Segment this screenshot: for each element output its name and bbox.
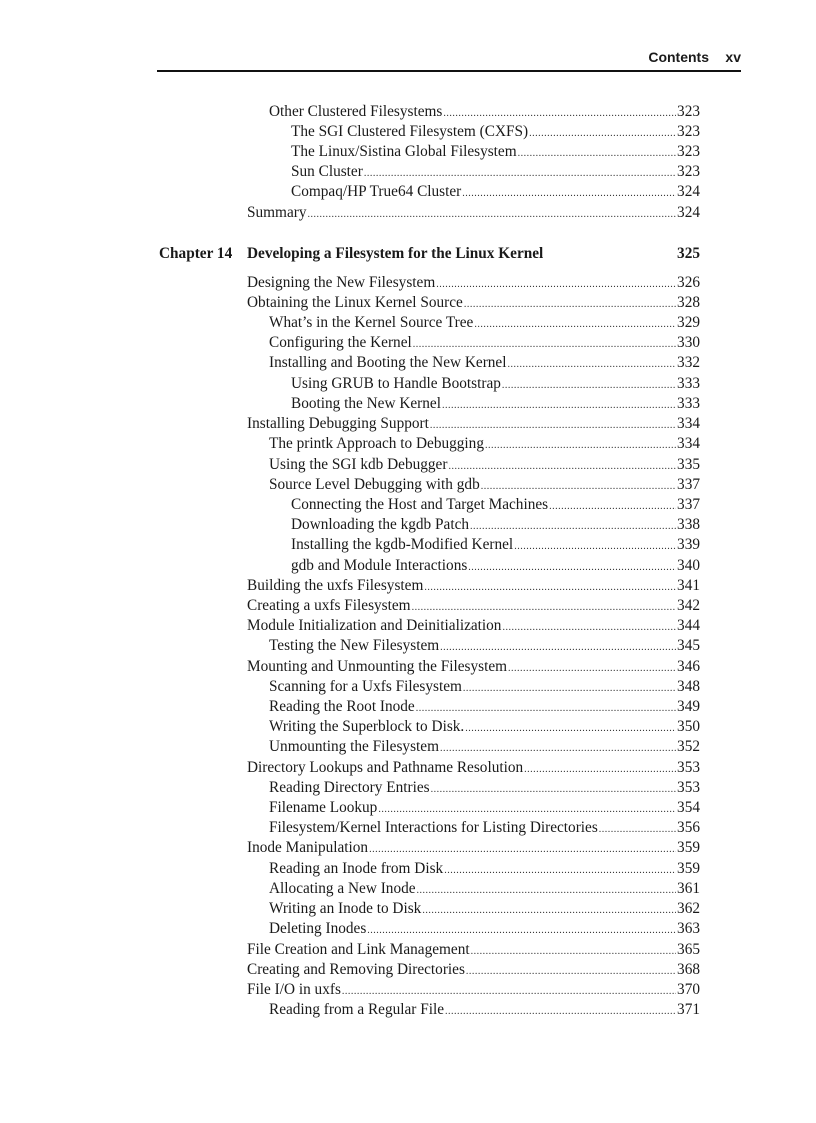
toc-entry	[291, 515, 700, 535]
toc-entry-title: Downloading the kgdb Patch	[291, 516, 470, 533]
toc-entry	[269, 1000, 700, 1020]
toc-entry-title: gdb and Module Interactions	[291, 557, 468, 574]
toc-entry	[291, 162, 700, 182]
toc-entry	[247, 576, 700, 596]
toc-entry-page: 330	[677, 334, 700, 351]
toc-entry-title: Reading from a Regular File	[269, 1001, 445, 1018]
dot-leader	[412, 598, 676, 616]
toc-entry-title: Creating and Removing Directories	[247, 961, 465, 978]
toc-entry-title: Installing Debugging Support	[247, 415, 429, 432]
dot-leader	[464, 295, 676, 313]
toc-entry-title: Filename Lookup	[269, 799, 378, 816]
chapter-heading	[159, 244, 700, 264]
toc-entry	[247, 980, 700, 1000]
dot-leader	[599, 820, 676, 838]
toc-entry-page: 332	[677, 354, 700, 371]
toc-entry	[291, 556, 700, 576]
toc-entry	[269, 697, 700, 717]
toc-entry-page: 344	[677, 617, 700, 634]
dot-leader	[502, 376, 676, 394]
dot-leader	[514, 537, 676, 555]
toc-entry-page: 338	[677, 516, 700, 533]
toc-entry-title: Sun Cluster	[291, 163, 363, 180]
toc-entry-title: File Creation and Link Management	[247, 941, 470, 958]
toc-entry-page: 365	[677, 941, 700, 958]
toc-entry-page: 359	[677, 839, 700, 856]
toc-entry	[269, 798, 700, 818]
dot-leader	[378, 800, 676, 818]
toc-entry-page: 346	[677, 658, 700, 675]
toc-entry	[269, 859, 700, 879]
dot-leader	[416, 699, 676, 717]
dot-leader	[481, 477, 676, 495]
toc-entry-title: File I/O in uxfs	[247, 981, 341, 998]
dot-leader	[443, 104, 676, 122]
toc-entry	[269, 717, 700, 737]
dot-leader	[448, 457, 676, 475]
toc-entry	[291, 394, 700, 414]
toc-entry-title: Scanning for a Uxfs Filesystem	[269, 678, 462, 695]
toc-entry	[291, 374, 700, 394]
toc-entry	[247, 203, 700, 223]
toc-entry	[269, 677, 700, 697]
toc-entry	[269, 455, 700, 475]
toc-entry-page: 334	[677, 435, 700, 452]
dot-leader	[413, 335, 676, 353]
toc-entry-title: Writing an Inode to Disk	[269, 900, 422, 917]
toc-entry-title: Using the SGI kdb Debugger	[269, 456, 448, 473]
dot-leader	[440, 638, 676, 656]
toc-entry-title: Connecting the Host and Target Machines	[291, 496, 549, 513]
toc-entry-title: The printk Approach to Debugging	[269, 435, 484, 452]
toc-entry-page: 340	[677, 557, 700, 574]
toc-entry-title: Obtaining the Linux Kernel Source	[247, 294, 463, 311]
toc-entry-page: 323	[677, 123, 700, 140]
toc-entry-page: 323	[677, 103, 700, 120]
toc-entry	[269, 636, 700, 656]
toc-entry	[247, 657, 700, 677]
dot-leader	[364, 164, 676, 182]
toc-entry-title: Testing the New Filesystem	[269, 637, 440, 654]
toc-entry	[269, 102, 700, 122]
toc-entry	[291, 142, 700, 162]
dot-leader	[508, 659, 676, 677]
toc-entry-page: 361	[677, 880, 700, 897]
toc-entry	[269, 333, 700, 353]
toc-entry-page: 368	[677, 961, 700, 978]
toc-entry	[269, 313, 700, 333]
dot-leader	[369, 840, 676, 858]
toc-entry-page: 341	[677, 577, 700, 594]
toc-entry-page: 349	[677, 698, 700, 715]
dot-leader	[444, 861, 676, 879]
dot-leader	[485, 436, 676, 454]
toc-entry-title: Inode Manipulation	[247, 839, 369, 856]
toc-entry-page: 337	[677, 496, 700, 513]
toc-entry-title: Source Level Debugging with gdb	[269, 476, 480, 493]
toc-entry	[291, 182, 700, 202]
toc-entry-page: 328	[677, 294, 700, 311]
toc-entry	[269, 353, 700, 373]
dot-leader	[436, 275, 676, 293]
dot-leader	[462, 184, 676, 202]
toc-entry	[291, 122, 700, 142]
toc-entry	[269, 434, 700, 454]
dot-leader	[470, 517, 676, 535]
toc-entry	[269, 475, 700, 495]
dot-leader	[529, 124, 676, 142]
toc-entry-page: 326	[677, 274, 700, 291]
toc-entry-title: Compaq/HP True64 Cluster	[291, 183, 462, 200]
toc-entry-title: Reading the Root Inode	[269, 698, 415, 715]
toc-entry-page: 324	[677, 204, 700, 221]
toc-entry	[269, 737, 700, 757]
dot-leader	[507, 355, 676, 373]
toc-entry-page: 335	[677, 456, 700, 473]
toc-entry-title: Configuring the Kernel	[269, 334, 412, 351]
toc-entry-page: 350	[677, 718, 700, 735]
toc-entry-page: 359	[677, 860, 700, 877]
dot-leader	[466, 962, 676, 980]
toc-entry-title: Other Clustered Filesystems	[269, 103, 443, 120]
toc-entry-title: The Linux/Sistina Global Filesystem	[291, 143, 517, 160]
dot-leader	[367, 921, 676, 939]
dot-leader	[417, 881, 677, 899]
dot-leader	[502, 618, 676, 636]
toc-entry-page: 371	[677, 1001, 700, 1018]
toc-entry-page: 323	[677, 163, 700, 180]
dot-leader	[442, 396, 676, 414]
dot-leader	[308, 205, 677, 223]
toc-entry	[247, 940, 700, 960]
toc-entry-title: Installing and Booting the New Kernel	[269, 354, 507, 371]
dot-leader	[342, 982, 676, 1000]
dot-leader	[430, 416, 676, 434]
toc-entry	[269, 919, 700, 939]
toc-entry	[247, 414, 700, 434]
toc-entry-page: 370	[677, 981, 700, 998]
dot-leader	[471, 942, 676, 960]
dot-leader	[440, 739, 676, 757]
toc-entry-page: 324	[677, 183, 700, 200]
toc-entry-page: 337	[677, 476, 700, 493]
toc-entry	[291, 495, 700, 515]
toc-entry-title: Using GRUB to Handle Bootstrap	[291, 375, 501, 392]
dot-leader	[474, 315, 676, 333]
toc-entry	[269, 899, 700, 919]
toc-entry-title: Unmounting the Filesystem	[269, 738, 439, 755]
toc-entry	[247, 838, 700, 858]
toc-entry-title: Designing the New Filesystem	[247, 274, 436, 291]
dot-leader	[445, 1002, 676, 1020]
toc-entry-page: 342	[677, 597, 700, 614]
toc-entry	[269, 818, 700, 838]
dot-leader	[549, 497, 676, 515]
chapter-title: Developing a Filesystem for the Linux Kernel	[247, 245, 544, 262]
dot-leader	[524, 760, 676, 778]
toc-entry	[247, 596, 700, 616]
toc-entry	[247, 273, 700, 293]
toc-entry-page: 353	[677, 759, 700, 776]
toc-entry-title: Summary	[247, 204, 307, 221]
toc-entry	[247, 960, 700, 980]
toc-entry-page: 356	[677, 819, 700, 836]
running-header-title: Contents	[648, 49, 709, 65]
toc-entry-title: Installing the kgdb-Modified Kernel	[291, 536, 514, 553]
toc-entry-page: 323	[677, 143, 700, 160]
toc-entry-page: 362	[677, 900, 700, 917]
toc-entry	[269, 879, 700, 899]
toc-entry-title: Directory Lookups and Pathname Resolution	[247, 759, 524, 776]
dot-leader	[422, 901, 676, 919]
toc-entry-title: Reading Directory Entries	[269, 779, 430, 796]
toc-entry-title: Creating a uxfs Filesystem	[247, 597, 411, 614]
toc-entry	[247, 616, 700, 636]
dot-leader	[468, 558, 676, 576]
toc-entry-page: 354	[677, 799, 700, 816]
dot-leader	[463, 679, 676, 697]
toc-entry-page: 352	[677, 738, 700, 755]
toc-entry-page: 334	[677, 415, 700, 432]
toc-entry-title: Writing the Superblock to Disk.	[269, 718, 465, 735]
toc-entry	[291, 535, 700, 555]
dot-leader	[518, 144, 676, 162]
toc-entry-title: Mounting and Unmounting the Filesystem	[247, 658, 508, 675]
toc-entry-title: Module Initialization and Deinitialization	[247, 617, 502, 634]
toc-entry	[269, 778, 700, 798]
toc-entry-page: 329	[677, 314, 700, 331]
dot-leader	[424, 578, 676, 596]
chapter-number: Chapter 14	[159, 245, 233, 262]
toc-entry-title: Building the uxfs Filesystem	[247, 577, 424, 594]
dot-leader	[431, 780, 676, 798]
chapter-page: 325	[677, 245, 700, 262]
toc-entry-page: 353	[677, 779, 700, 796]
toc-entry-page: 333	[677, 395, 700, 412]
dot-leader	[465, 719, 676, 737]
toc-entry-title: Booting the New Kernel	[291, 395, 441, 412]
toc-entry	[247, 293, 700, 313]
toc-entry	[247, 758, 700, 778]
toc-entry-page: 339	[677, 536, 700, 553]
toc-entry-title: Allocating a New Inode	[269, 880, 416, 897]
running-header-page-number: xv	[725, 49, 741, 65]
toc-entry-page: 333	[677, 375, 700, 392]
toc-entry-title: Reading an Inode from Disk	[269, 860, 444, 877]
toc-entry-page: 363	[677, 920, 700, 937]
toc-entry-page: 348	[677, 678, 700, 695]
toc-entry-title: The SGI Clustered Filesystem (CXFS)	[291, 123, 529, 140]
toc-entry-title: Deleting Inodes	[269, 920, 367, 937]
toc-entry-title: Filesystem/Kernel Interactions for Listing Directories	[269, 819, 598, 836]
toc-entry-page: 345	[677, 637, 700, 654]
toc-entry-title: What’s in the Kernel Source Tree	[269, 314, 474, 331]
